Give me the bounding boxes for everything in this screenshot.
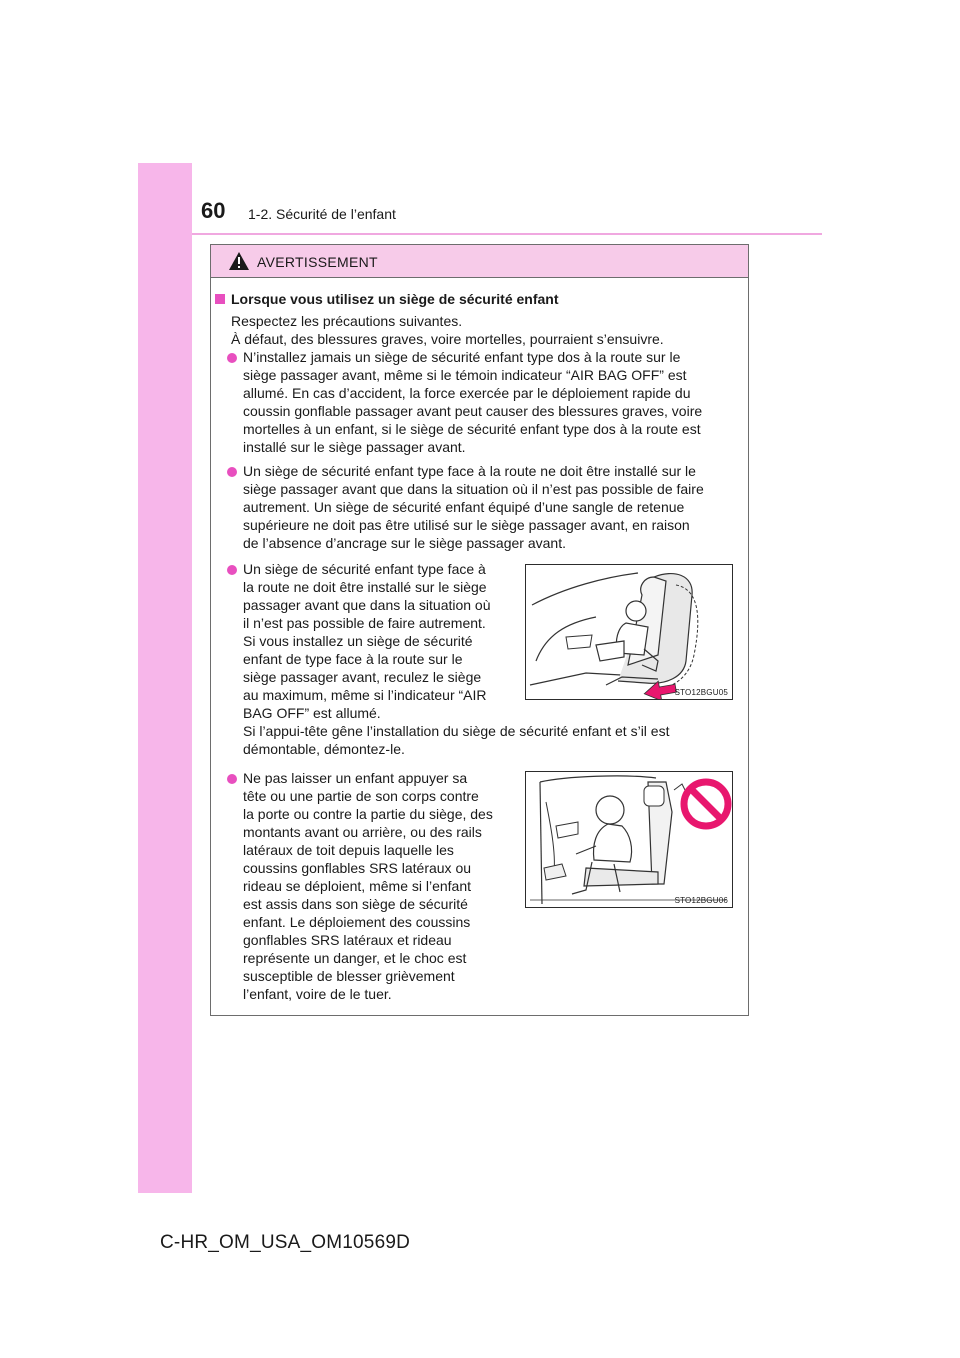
figure-code: STO12BGU06 [674,896,728,905]
bullet-dot-icon [227,774,237,784]
sidebar-tab [138,163,192,1193]
square-bullet-icon [215,294,225,304]
bullet-dot-icon [227,467,237,477]
bullet-paragraph-2: Un siège de sécurité enfant type face à la route ne doit être installé sur le siège passager avant que dans la situation où il n’est pas possible de faire autrement. Un siège de sécurité enfant équipé d’une sangle de retenue supérieure ne doit pas être utilisé sur le siège passager avant, en raison de l’absence d’ancrage sur le siège passager avant. [243,463,704,551]
bullet-dot-icon [227,353,237,363]
child-seat-illustration [526,565,733,700]
figure-code: STO12BGU05 [674,688,728,697]
bullet-dot-icon [227,565,237,575]
warning-title: AVERTISSEMENT [257,254,378,270]
page-number: 60 [201,198,226,223]
figure-forward-facing-seat [525,564,733,700]
child-leaning-illustration [526,772,733,908]
bullet-paragraph-1: N’installez jamais un siège de sécurité enfant type dos à la route sur le siège passager avant, même si le témoin indicateur “AIR BAG OFF” est allumé. En cas d’accident, la force exercée par le déploiement rapide du coussin gonflable passager avant peut causer des blessures graves, voire mortelles à un enfant, si le siège de sécurité enfant type dos à la route est installé sur le siège passager avant. [243,349,703,455]
warning-box [210,244,749,1016]
bullet-paragraph-4: Ne pas laisser un enfant appuyer sa tête ou une partie de son corps contre la porte ou contre la partie du siège, des montants avant ou arrière, ou des rails latéraux de toit depuis laquelle les coussins gonflables SRS latéraux ou rideau se déploient, même si l’enfant est assis dans son siège de sécurité enfant. Le déploiement des coussins gonflables SRS latéraux et rideau représente un danger, et le choc est susceptible de blesser grièvement l’enfant, voire de le tuer. [243,770,493,1002]
footer-doc-code: C-HR_OM_USA_OM10569D [160,1232,411,1253]
section-title: 1-2. Sécurité de l’enfant [248,206,396,222]
bullet-paragraph-3: Un siège de sécurité enfant type face à la route ne doit être installé sur le siège passager avant que dans la situation où il n’est pas possible de faire autrement. Si vous installez un siège de sécurité enfant de type face à la route sur le siège passager avant, reculez le siège au maximum, même si l’indicateur “AIR BAG OFF” est allumé. [243,561,491,721]
warning-triangle-icon [228,251,250,271]
bullet-paragraph-3-continued: Si l’appui-tête gêne l’installation du siège de sécurité enfant et s’il est démontable, démontez-le. [243,723,670,757]
warning-header [211,245,748,278]
figure-child-leaning-prohibited [525,771,733,908]
warning-intro: Respectez les précautions suivantes. À défaut, des blessures graves, voire mortelles, pourraient s’ensuivre. [231,313,664,347]
warning-heading: Lorsque vous utilisez un siège de sécurité enfant [215,290,559,308]
header-rule [192,233,822,235]
